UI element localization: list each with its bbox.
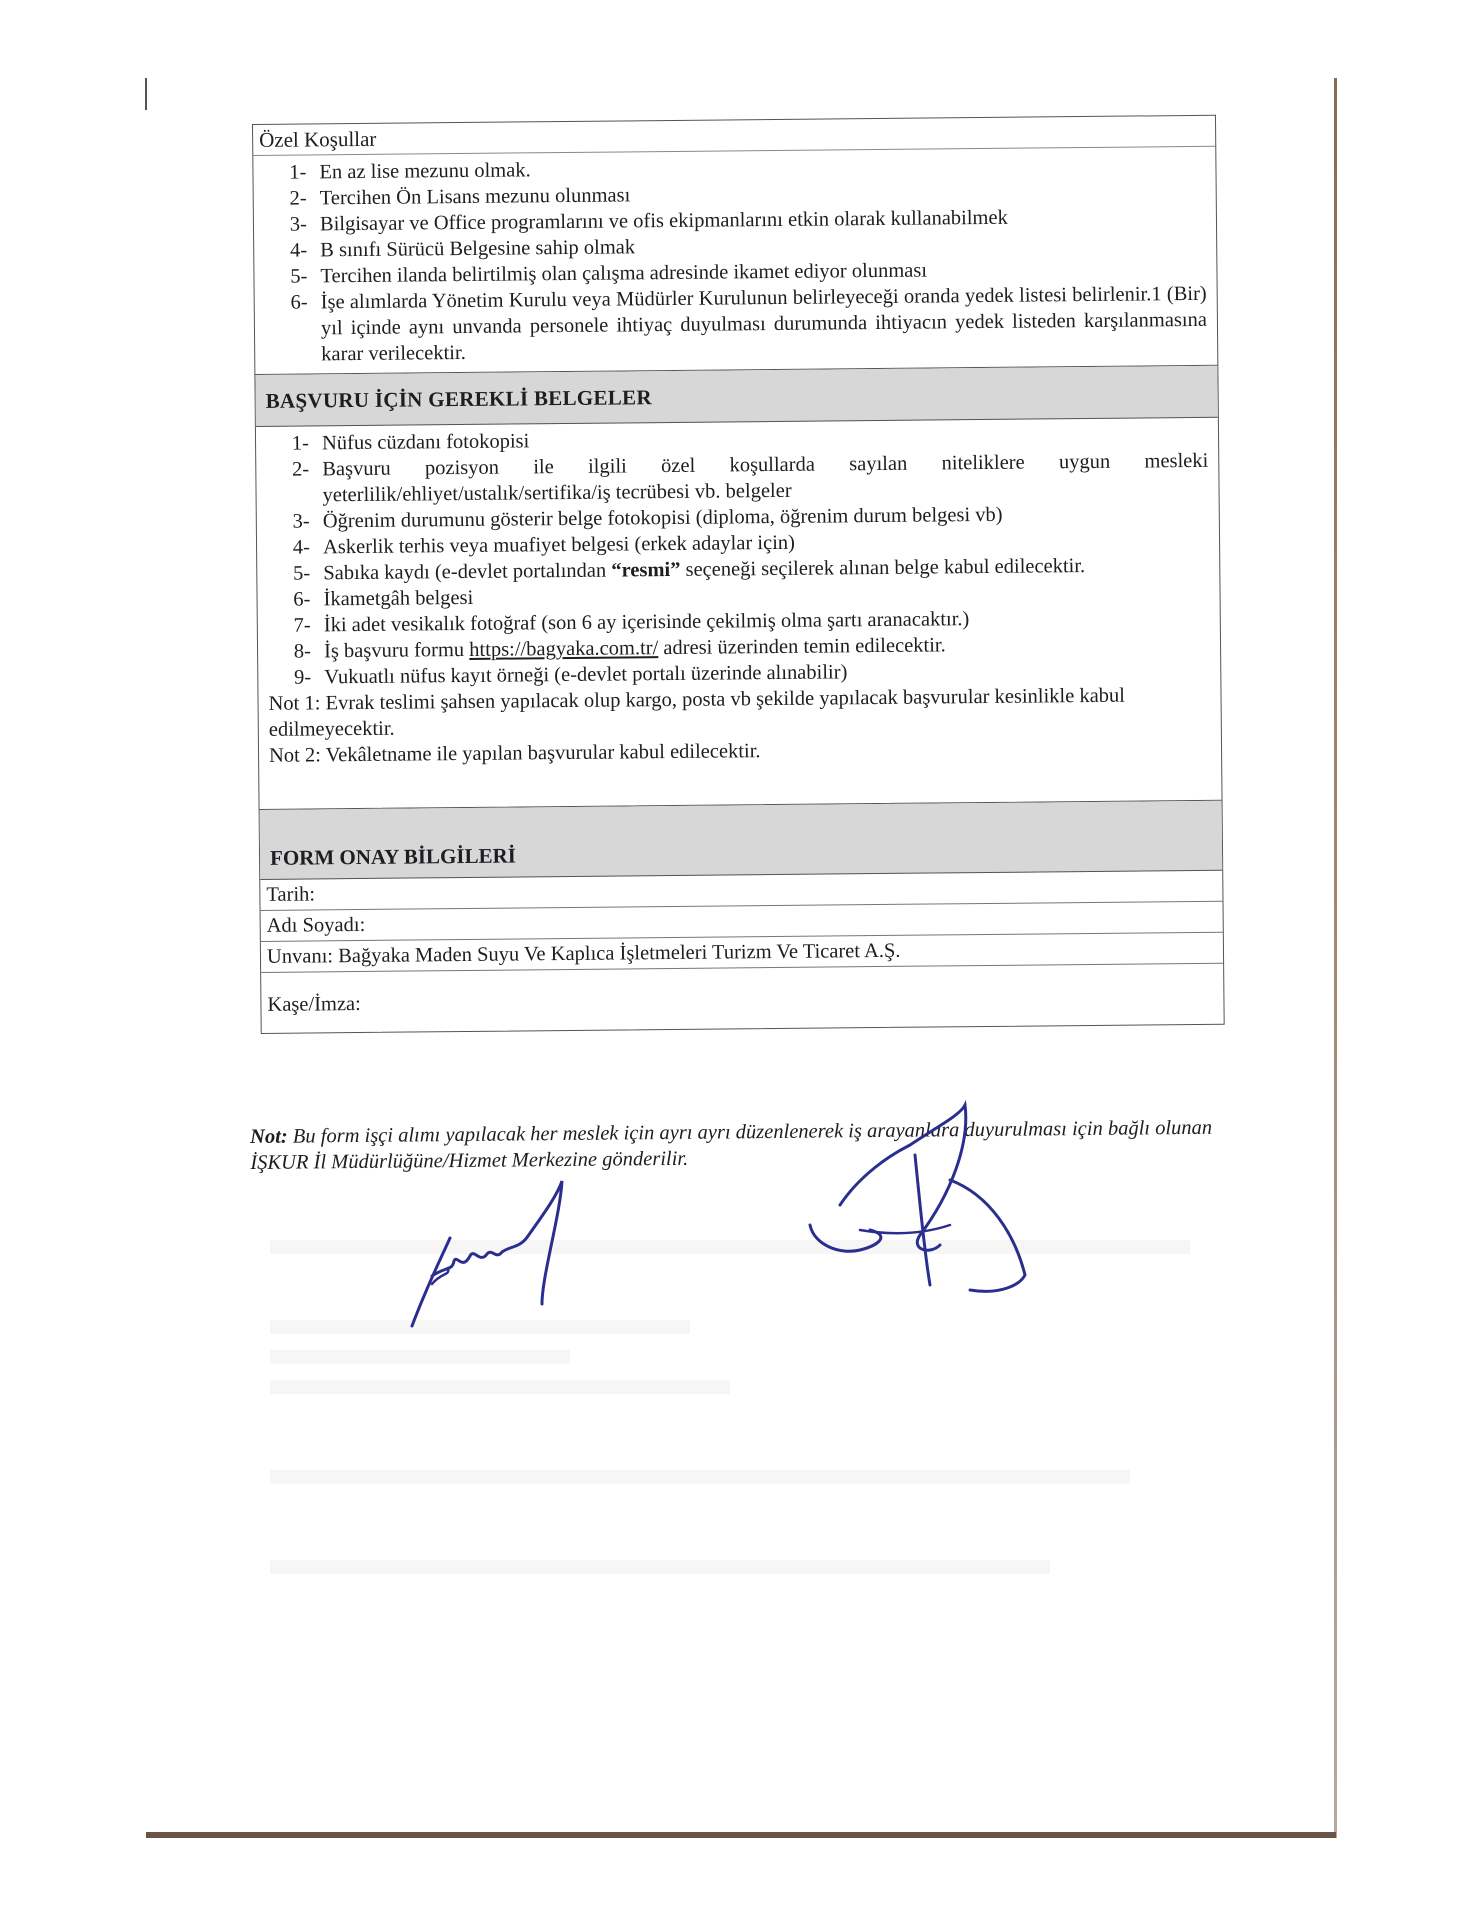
bleed-through: [270, 1560, 1050, 1574]
signature-right: [800, 1085, 1040, 1305]
required-documents-title: BAŞVURU İÇİN GEREKLİ BELGELER: [255, 366, 1217, 427]
list-item: 6. İkametgâh belgesi: [315, 578, 1209, 613]
bleed-through: [270, 1350, 570, 1364]
special-conditions-list: [253, 147, 1217, 374]
special-conditions-section: [252, 115, 1218, 374]
item-text: seçeneği seçilerek alınan belge kabul edilecektir.: [680, 555, 1086, 581]
list-item: 4. Askerlik terhis veya muafiyet belgesi (erkek adaylar için): [315, 526, 1209, 561]
item-text: Sabıka kaydı (e-devlet portalından: [323, 559, 612, 585]
scan-edge-bottom: [146, 1832, 1336, 1838]
list-item: 7. İki adet vesikalık fotoğraf (son 6 ay içerisinde çekilmiş olma şartı aranacaktır.): [316, 604, 1210, 639]
list-item: 4. B sınıfı Sürücü Belgesine sahip olmak: [312, 229, 1206, 264]
list-item: 1. En az lise mezunu olmak.: [311, 151, 1205, 186]
list-item: 2. Tercihen Ön Lisans mezunu olunması: [312, 177, 1206, 212]
title-field: Unvanı: Bağyaka Maden Suyu Ve Kaplıca İşletmeleri Turizm Ve Ticaret A.Ş.: [261, 933, 1223, 973]
scan-edge-right: [1334, 78, 1337, 1838]
footnote-text: Bu form işçi alımı yapılacak her meslek için ayrı ayrı düzenlenerek iş arayanlara duyurulması için bağlı olunan İŞKUR İl Müdürlüğüne/Hizmet Merkezine gönderilir.: [250, 1116, 1213, 1174]
item-text: adresi üzerinden temin edilecektir.: [658, 634, 946, 660]
list-item: 5. Tercihen ilanda belirtilmiş olan çalışma adresinde ikamet ediyor olunması: [312, 255, 1206, 290]
form-approval-title: FORM ONAY BİLGİLERİ: [260, 801, 1223, 880]
document-form: [252, 115, 1225, 1034]
form-approval-section: [259, 800, 1225, 1034]
list-item: 1. Nüfus cüzdanı fotokopisi: [314, 422, 1208, 457]
list-item: 2. Başvuru pozisyon ile ilgili özel koşullarda sayılan niteliklere uygun mesleki yeterlilik/ehliyet/ustalık/sertifika/iş tecrübesi vb. belgeler: [314, 448, 1208, 509]
note-2: Not 2: Vekâletname ile yapılan başvurular kabul edilecektir.: [268, 740, 761, 767]
special-conditions-title: Özel Koşullar: [253, 116, 1215, 156]
signature-left: [392, 1176, 592, 1346]
stamp-signature-field: Kaşe/İmza:: [267, 992, 361, 1016]
scan-edge-left: [145, 78, 147, 110]
list-item: 3. Öğrenim durumunu gösterir belge fotokopisi (diploma, öğrenim durum belgesi vb): [315, 500, 1209, 535]
date-field: Tarih:: [260, 871, 1222, 911]
required-documents-list: [266, 422, 1210, 691]
item-text: İş başvuru formu: [323, 638, 470, 663]
website-link[interactable]: https://bagyaka.com.tr/: [469, 637, 659, 661]
list-item: 9. Vukuatlı nüfus kayıt örneği (e-devlet portalı üzerinde alınabilir): [316, 656, 1210, 691]
required-documents-section: [254, 365, 1222, 809]
footnote: [250, 1115, 1230, 1176]
bleed-through: [270, 1380, 730, 1394]
list-item: 3. Bilgisayar ve Office programlarını ve ofis ekipmanlarını etkin olarak kullanabilmek: [312, 203, 1206, 238]
item-emphasis: “resmi”: [611, 558, 681, 582]
footnote-lead: Not:: [250, 1125, 288, 1148]
note-1: Not 1: Evrak teslimi şahsen yapılacak olup kargo, posta vb şekilde yapılacak başvurular kesinlikle kabul edilmeyecektir.: [268, 684, 1126, 741]
name-field: Adı Soyadı:: [261, 902, 1223, 942]
bleed-through: [270, 1470, 1130, 1484]
list-item: 6. İşe alımlarda Yönetim Kurulu veya Müdürler Kurulunun belirleyeceği oranda yedek listesi belirlenir.1 (Bir) yıl içinde aynı unvanda personele ihtiyaç duyulması durumunda ihtiyacın yedek listeden karşılanmasına karar verilecektir.: [313, 281, 1208, 368]
